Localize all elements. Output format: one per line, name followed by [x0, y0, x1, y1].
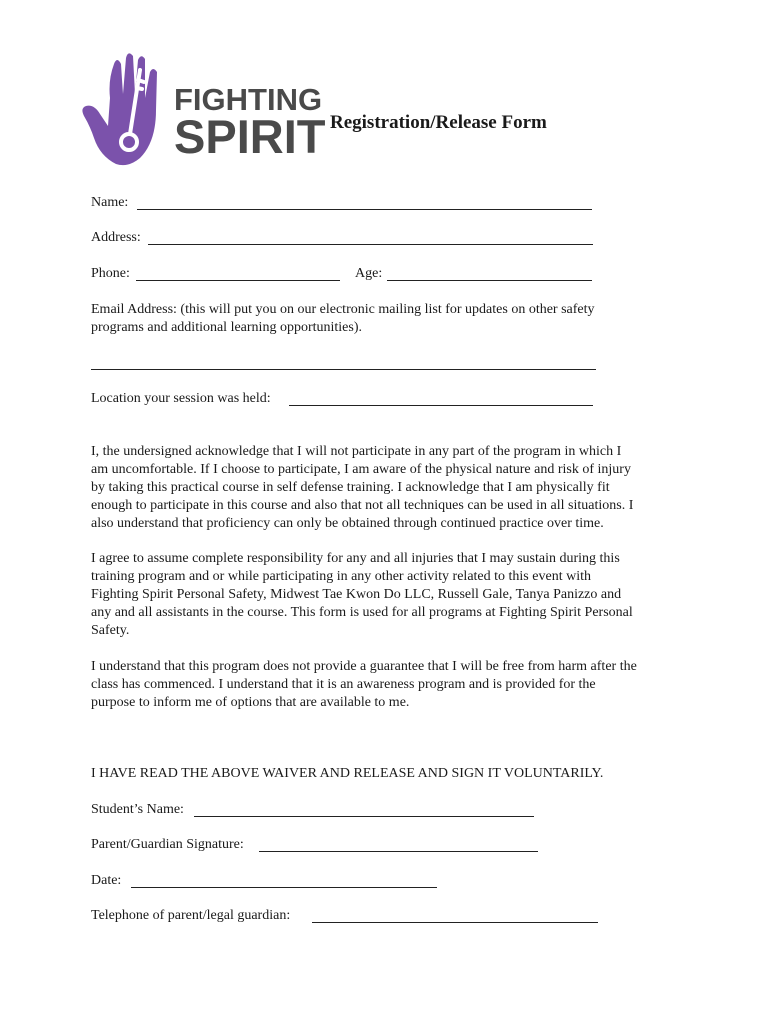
student-name-field[interactable]	[194, 816, 534, 817]
logo-wordmark-top: FIGHTING	[174, 82, 323, 117]
paragraph-line: also understand that proficiency can only be obtained through continued practice over time.	[91, 516, 604, 531]
paragraph-line: any and all assistants in the course. This form is used for all programs at Fighting Spirit Personal	[91, 605, 633, 620]
age-field[interactable]	[387, 280, 592, 281]
paragraph-line: class has commenced. I understand that it is an awareness program and is provided for the	[91, 677, 596, 692]
paragraph-line: purpose to inform me of options that are available to me.	[91, 695, 410, 710]
paragraph-line: I understand that this program does not provide a guarantee that I will be free from harm after the	[91, 659, 637, 674]
paragraph-line: enough to participate in this course and also that not all techniques can be used in all situations. I	[91, 498, 634, 513]
paragraph-line: Safety.	[91, 623, 130, 638]
form-title: Registration/Release Form	[330, 112, 547, 133]
name-label: Name:	[91, 195, 129, 210]
date-field[interactable]	[131, 887, 437, 888]
address-field[interactable]	[148, 244, 593, 245]
paragraph-line: I agree to assume complete responsibility for any and all injuries that I may sustain during this	[91, 551, 620, 566]
paragraph-line: I, the undersigned acknowledge that I will not participate in any part of the program in which I	[91, 444, 622, 459]
logo-wordmark-bottom: SPIRIT	[174, 110, 326, 163]
responsibility-paragraph	[91, 550, 691, 640]
email-label: Email Address: (this will put you on our electronic mailing list for updates on other safety	[91, 302, 595, 317]
email-field[interactable]	[91, 369, 596, 370]
phone-label: Phone:	[91, 266, 130, 281]
address-label: Address:	[91, 230, 141, 245]
parent-signature-label: Parent/Guardian Signature:	[91, 837, 244, 852]
guardian-phone-label: Telephone of parent/legal guardian:	[91, 908, 291, 923]
location-field[interactable]	[289, 405, 593, 406]
hand-key-logo-icon	[80, 50, 172, 168]
paragraph-line: training program and or while participating in any other activity related to this event with	[91, 569, 591, 584]
parent-signature-field[interactable]	[259, 851, 538, 852]
student-name-label: Student’s Name:	[91, 802, 184, 817]
paragraph-line: by taking this practical course in self defense training. I acknowledge that I am physically fit	[91, 480, 610, 495]
paragraph-line: Fighting Spirit Personal Safety, Midwest Tae Kwon Do LLC, Russell Gale, Tanya Panizzo and	[91, 587, 622, 602]
waiver-statement: I HAVE READ THE ABOVE WAIVER AND RELEASE AND SIGN IT VOLUNTARILY.	[91, 766, 604, 781]
phone-field[interactable]	[136, 280, 340, 281]
date-label: Date:	[91, 873, 122, 888]
location-label: Location your session was held:	[91, 391, 271, 406]
paragraph-line: am uncomfortable. If I choose to participate, I am aware of the physical nature and risk of injury	[91, 462, 631, 477]
guardian-phone-field[interactable]	[312, 922, 598, 923]
age-label: Age:	[355, 266, 383, 281]
acknowledgement-paragraph	[91, 443, 691, 533]
guarantee-paragraph	[91, 658, 691, 712]
email-label-continued: programs and additional learning opportunities).	[91, 320, 362, 335]
name-field[interactable]	[137, 209, 592, 210]
